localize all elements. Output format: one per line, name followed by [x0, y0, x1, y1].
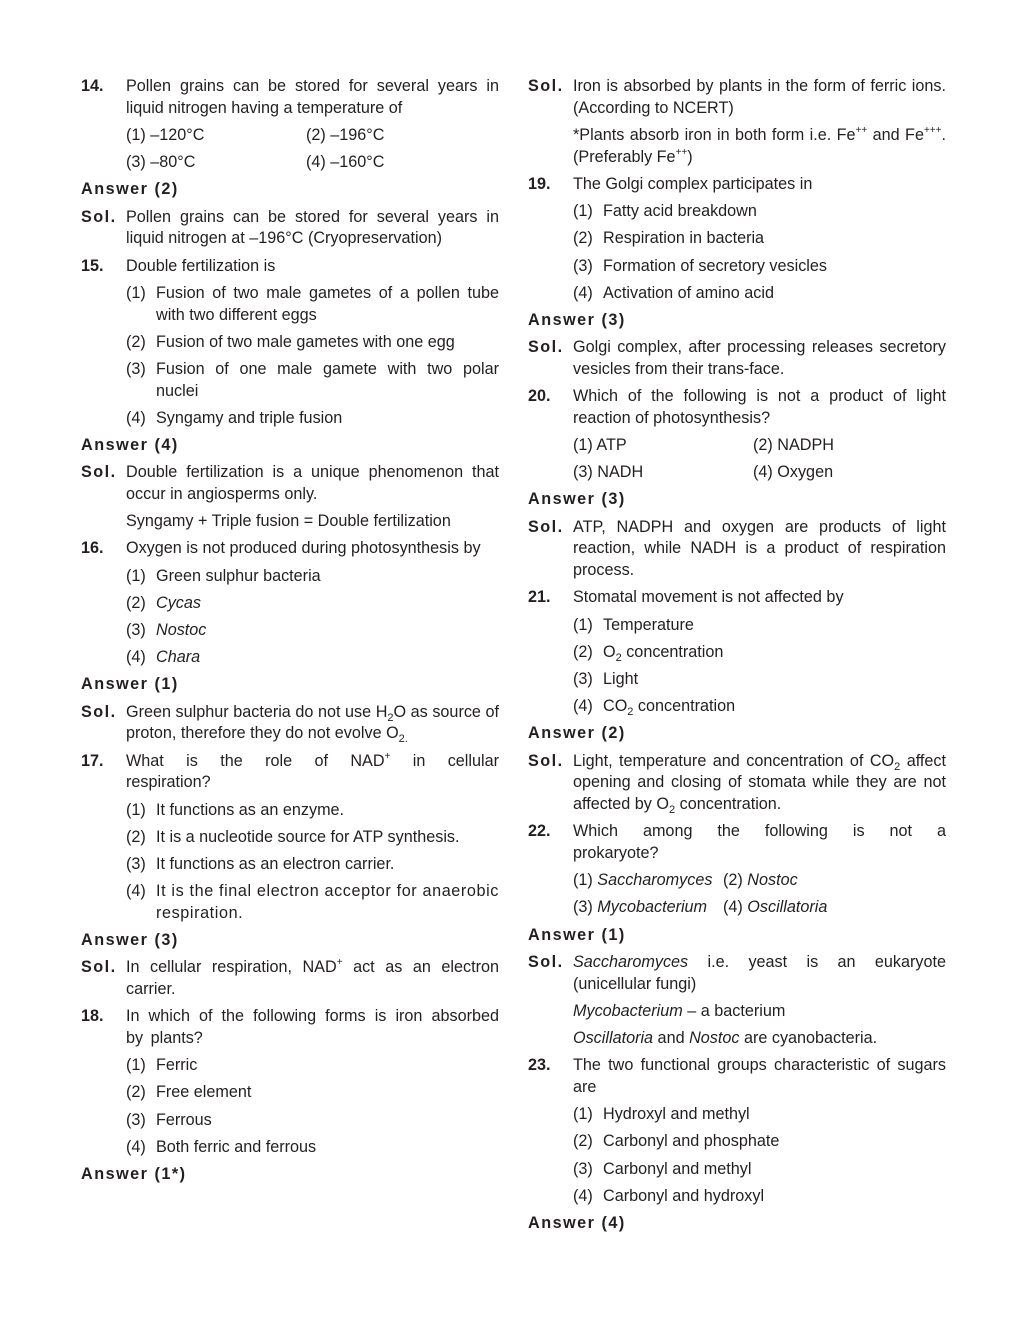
question-number: 18. [81, 1007, 104, 1026]
solution-text: ATP, NADPH and oxygen are products of light reaction, while NADH is a product of respiration process. [573, 517, 946, 580]
question-16 [81, 538, 499, 560]
option-text: Syngamy and triple fusion [156, 408, 343, 427]
solution [528, 337, 946, 381]
question-text: Which among the following is not a prokaryote? [573, 822, 946, 863]
option-number: (4) [126, 648, 146, 667]
question-number: 22. [528, 822, 551, 841]
option-number: (2) [126, 593, 146, 612]
option-4 [126, 408, 499, 430]
option-text: Fusion of two male gametes of a pollen tube with two different eggs [156, 283, 499, 324]
solution-line [573, 1001, 946, 1023]
option-number: (3) [573, 669, 593, 688]
option-3 [573, 669, 946, 691]
option-2 [126, 593, 499, 615]
superscript: +++ [923, 124, 942, 136]
superscript: ++ [675, 146, 688, 158]
question-text: The two functional groups characteristic of sugars are [573, 1056, 946, 1097]
question-number: 17. [81, 751, 104, 770]
solution-text: Iron is absorbed by plants in the form of ferric ions. (According to NCERT) [573, 77, 946, 117]
answer: Answer (3) [81, 931, 179, 950]
solution [81, 462, 499, 506]
option-text: Fusion of two male gametes with one egg [156, 332, 455, 351]
option-number: (2) [573, 1132, 593, 1151]
solution-label: Sol. [528, 517, 564, 536]
option-number: (3) [126, 854, 146, 873]
solution-label: Sol. [528, 338, 564, 357]
answer: Answer (2) [81, 180, 179, 199]
option-1 [126, 566, 499, 588]
question-number: 23. [528, 1056, 551, 1075]
question-20 [528, 386, 946, 430]
option-number: (1) [126, 1056, 146, 1075]
option-text: Light [603, 669, 639, 688]
question-number: 14. [81, 77, 104, 95]
subscript: 2 [669, 804, 676, 817]
question-22 [528, 821, 946, 865]
option-text: Carbonyl and phosphate [603, 1132, 780, 1151]
option-number: (1) [573, 202, 593, 221]
options-row [573, 897, 946, 919]
option-number: (4) [573, 283, 593, 302]
option-text: Saccharomyces [597, 871, 713, 890]
species-name: Mycobacterium [573, 1001, 683, 1020]
question-text: Double fertilization is [126, 256, 276, 275]
option-3: (3) NADH [573, 463, 644, 482]
option-number: (2) [723, 871, 743, 890]
option-3 [573, 256, 946, 278]
option-text: Ferrous [156, 1110, 212, 1129]
subscript: 2 [387, 711, 394, 724]
subscript: 2 [627, 706, 634, 719]
option-2 [723, 870, 946, 892]
question-number: 21. [528, 588, 551, 607]
solution [528, 517, 946, 582]
option-4: (4) Oxygen [753, 463, 834, 482]
text-part: concentration [621, 642, 724, 661]
option-number: (2) [126, 827, 146, 846]
solution [528, 751, 946, 816]
solution-label: Sol. [81, 958, 117, 977]
text-part: concentration. [675, 795, 782, 814]
species-name: Nostoc [689, 1029, 740, 1048]
option-3 [126, 854, 499, 876]
option-number: (3) [126, 620, 146, 639]
text-part: What is the role of NAD [126, 751, 385, 770]
solution-text: Pollen grains can be stored for several years in liquid nitrogen at –196°C (Cryopreservation) [126, 207, 499, 248]
solution-text: Golgi complex, after processing releases secretory vesicles from their trans-face. [573, 338, 946, 378]
question-number: 16. [81, 539, 104, 558]
solution-label: Sol. [528, 952, 564, 971]
answer: Answer (1*) [81, 1164, 187, 1183]
question-text [126, 751, 499, 795]
option-text: It functions as an electron carrier. [156, 854, 395, 873]
solution-label: Sol. [81, 702, 117, 721]
option-number: (4) [573, 1186, 593, 1205]
option-2 [573, 642, 946, 664]
superscript: ++ [855, 124, 868, 136]
option-text: Both ferric and ferrous [156, 1137, 317, 1156]
solution [81, 957, 499, 1001]
option-2 [126, 1082, 499, 1104]
option-4 [126, 881, 499, 925]
option-4 [573, 696, 946, 718]
question-number: 19. [528, 174, 551, 193]
option-text: Cycas [156, 593, 201, 612]
option-2: (2) NADPH [753, 436, 834, 455]
text-part: are cyanobacteria. [739, 1029, 878, 1048]
question-15 [81, 256, 499, 278]
solution-line: Syngamy + Triple fusion = Double fertilization [126, 512, 451, 531]
option-text: Respiration in bacteria [603, 229, 765, 248]
text-part: ) [687, 147, 693, 166]
option-1 [573, 870, 723, 892]
option-number: (4) [126, 408, 146, 427]
option-text: Activation of amino acid [603, 283, 774, 302]
superscript: + [384, 750, 391, 762]
text-part: and [653, 1029, 690, 1048]
solution [81, 702, 499, 746]
question-14 [81, 76, 499, 120]
options-row [573, 435, 946, 457]
text-part: . (Preferably Fe [573, 125, 946, 166]
text-part: – a bacterium [682, 1001, 786, 1020]
right-column [528, 76, 946, 1240]
question-text: Stomatal movement is not affected by [573, 588, 844, 607]
option-text: Free element [156, 1083, 252, 1102]
option-text: Ferric [156, 1056, 198, 1075]
answer: Answer (3) [528, 310, 626, 329]
superscript: + [336, 957, 343, 969]
option-text [603, 696, 946, 718]
solution-note [573, 125, 946, 169]
option-text: Fusion of one male gamete with two polar nuclei [156, 359, 499, 400]
text-part: i.e. yeast is an eukaryote (unicellular fungi) [573, 952, 946, 993]
solution [528, 952, 946, 996]
question-21 [528, 587, 946, 609]
option-text: Temperature [603, 615, 694, 634]
solution-label: Sol. [81, 463, 117, 482]
option-2: (2) –196°C [306, 125, 385, 144]
text-part: concentration [633, 697, 736, 716]
subscript: 2 [615, 651, 622, 664]
option-number: (4) [573, 697, 593, 716]
text-part: and Fe [867, 125, 924, 144]
option-4: (4) –160°C [306, 153, 385, 172]
option-3: (3) –80°C [126, 153, 196, 172]
option-3 [126, 620, 499, 642]
text-part: affect opening and closing of stomata while they are not affected by O [573, 751, 947, 814]
solution-label: Sol. [528, 77, 564, 95]
option-1: (1) –120°C [126, 125, 205, 144]
answer: Answer (3) [528, 490, 626, 509]
option-number: (1) [573, 1105, 593, 1124]
option-text: Formation of secretory vesicles [603, 256, 828, 275]
options-row [573, 870, 946, 892]
option-number: (1) [573, 871, 593, 890]
text-part: *Plants absorb iron in both form i.e. Fe [573, 125, 856, 144]
option-text: Oscillatoria [747, 898, 828, 917]
option-text: Chara [156, 648, 201, 667]
option-text: Mycobacterium [597, 898, 708, 917]
option-text: Green sulphur bacteria [156, 566, 321, 585]
answer: Answer (1) [528, 925, 626, 944]
question-18 [81, 1006, 499, 1050]
answer: Answer (4) [528, 1213, 626, 1232]
question-text: The Golgi complex participates in [573, 174, 813, 193]
option-number: (4) [723, 898, 743, 917]
text-part: O as source of proton, therefore they do not evolve O [126, 702, 499, 743]
option-1: (1) ATP [573, 436, 627, 455]
option-1 [573, 1104, 946, 1126]
solution [528, 76, 946, 120]
options-row [573, 462, 946, 484]
option-number: (4) [126, 1137, 146, 1156]
question-text: Which of the following is not a product of light reaction of photosynthesis? [573, 387, 946, 427]
option-3 [126, 359, 499, 403]
option-2 [573, 228, 946, 250]
option-number: (3) [126, 359, 146, 378]
option-number: (3) [126, 1110, 146, 1129]
text-part: CO [603, 697, 628, 716]
option-text: Nostoc [156, 620, 207, 639]
question-number: 20. [528, 387, 551, 406]
solution-text: Double fertilization is a unique phenomenon that occur in angiosperms only. [126, 463, 499, 504]
option-number: (2) [126, 1083, 146, 1102]
option-text: Carbonyl and hydroxyl [603, 1186, 765, 1205]
question-text: Oxygen is not produced during photosynthesis by [126, 539, 481, 558]
option-1 [573, 615, 946, 637]
subscript: 2. [398, 733, 408, 746]
option-3 [573, 897, 723, 919]
question-number: 15. [81, 256, 104, 275]
solution-text [573, 952, 946, 996]
option-1 [126, 800, 499, 822]
option-number: (1) [126, 800, 146, 819]
solution-text [126, 957, 499, 1001]
species-name: Oscillatoria [573, 1029, 654, 1048]
option-number: (3) [573, 898, 593, 917]
option-number: (2) [573, 229, 593, 248]
option-number: (4) [126, 882, 146, 901]
option-number: (3) [573, 1159, 593, 1178]
option-text: Fatty acid breakdown [603, 202, 757, 221]
option-1 [573, 201, 946, 223]
option-text: Hydroxyl and methyl [603, 1105, 750, 1124]
option-3 [573, 1159, 946, 1181]
answer: Answer (4) [81, 436, 179, 455]
option-3 [126, 1110, 499, 1132]
options-row [126, 125, 499, 147]
left-column [81, 76, 499, 1191]
solution-line [573, 1028, 946, 1050]
option-text: It functions as an enzyme. [156, 800, 345, 819]
option-text: Nostoc [747, 871, 798, 890]
text-part: Green sulphur bacteria do not use H [126, 702, 388, 721]
question-text: In which of the following forms is iron absorbed by plants? [126, 1007, 499, 1048]
question-19 [528, 174, 946, 196]
option-number: (1) [126, 566, 146, 585]
option-4 [573, 283, 946, 305]
option-4 [126, 1137, 499, 1159]
species-name: Saccharomyces [573, 952, 689, 971]
solution-text [126, 702, 499, 746]
text-part: In cellular respiration, NAD [126, 958, 337, 977]
option-number: (1) [126, 283, 146, 302]
option-number: (3) [573, 256, 593, 275]
solution-text [573, 751, 946, 816]
option-4 [573, 1186, 946, 1208]
text-part: O [603, 642, 616, 661]
answer: Answer (1) [81, 675, 179, 694]
solution-label: Sol. [528, 751, 564, 770]
option-4 [723, 897, 946, 919]
question-text: Pollen grains can be stored for several years in liquid nitrogen having a temperature of [126, 77, 499, 117]
solution-label: Sol. [81, 207, 117, 226]
question-23 [528, 1055, 946, 1099]
option-text: It is a nucleotide source for ATP synthesis. [156, 827, 460, 846]
solution [81, 207, 499, 251]
option-4 [126, 647, 499, 669]
text-part: in cellular respiration? [126, 751, 499, 792]
options-row [126, 152, 499, 174]
text-part: act as an electron carrier. [126, 958, 500, 999]
answer: Answer (2) [528, 724, 626, 743]
subscript: 2 [894, 760, 901, 773]
option-1 [126, 1055, 499, 1077]
option-number: (1) [573, 615, 593, 634]
text-part: Light, temperature and concentration of CO [573, 751, 895, 770]
option-2 [126, 827, 499, 849]
option-1 [126, 283, 499, 327]
option-text [603, 642, 946, 664]
option-2 [126, 332, 499, 354]
option-text: It is the final electron acceptor for anaerobic respiration. [156, 882, 499, 922]
option-number: (2) [126, 332, 146, 351]
option-2 [573, 1131, 946, 1153]
option-text: Carbonyl and methyl [603, 1159, 752, 1178]
question-17 [81, 751, 499, 795]
option-number: (2) [573, 642, 593, 661]
